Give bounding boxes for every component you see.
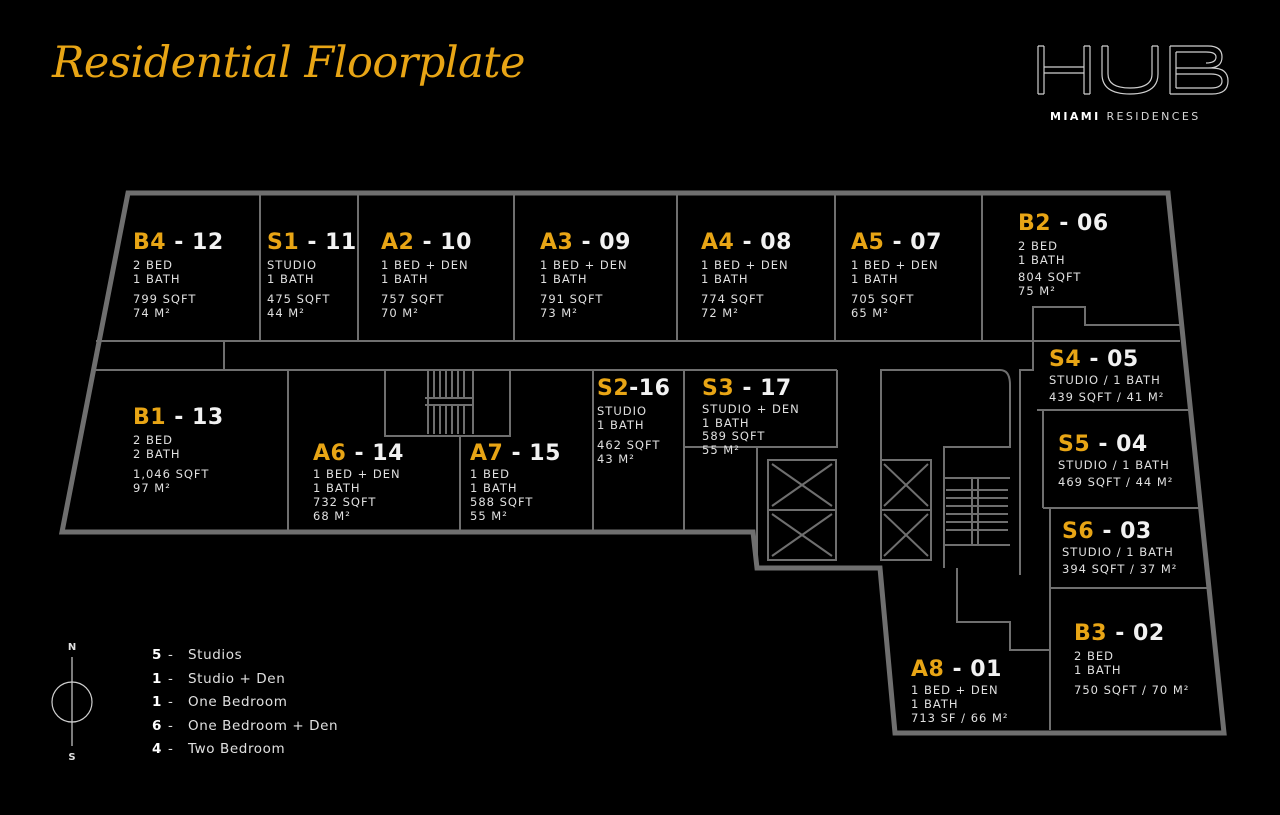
compass-south-label: S	[68, 752, 76, 763]
unit-s1-11[interactable]: S1 - 11 STUDIO 1 BATH 475 SQFT 44 M²	[267, 230, 357, 320]
compass-north-label: N	[67, 642, 77, 653]
unit-a6-14[interactable]: A6 - 14 1 BED + DEN 1 BATH 732 SQFT 68 M²	[313, 441, 404, 523]
unit-s3-17[interactable]: S3 - 17 STUDIO + DEN 1 BATH 589 SQFT 55 M²	[702, 376, 800, 457]
unit-s4-05[interactable]: S4 - 05 STUDIO / 1 BATH 439 SQFT / 41 M²	[1049, 347, 1165, 404]
legend-item: 6 - One Bedroom + Den	[152, 717, 339, 734]
unit-s5-04[interactable]: S5 - 04 STUDIO / 1 BATH 469 SQFT / 44 M²	[1058, 432, 1174, 489]
unit-a8-01[interactable]: A8 - 01 1 BED + DEN 1 BATH 713 SF / 66 M²	[911, 657, 1009, 725]
page-title: Residential Floorplate	[52, 38, 525, 88]
legend-item: 1 - One Bedroom	[152, 694, 288, 710]
unit-a7-15[interactable]: A7 - 15 1 BED 1 BATH 588 SQFT 55 M²	[470, 441, 561, 523]
legend-item: 5 - Studios	[152, 647, 243, 663]
unit-a2-10[interactable]: A2 - 10 1 BED + DEN 1 BATH 757 SQFT 70 M²	[381, 230, 472, 320]
unit-a4-08[interactable]: A4 - 08 1 BED + DEN 1 BATH 774 SQFT 72 M²	[701, 230, 792, 320]
unit-b1-13[interactable]: B1 - 13 2 BED 2 BATH 1,046 SQFT 97 M²	[133, 405, 224, 495]
brand-subtitle: MIAMI RESIDENCES	[1050, 110, 1201, 123]
unit-s6-03[interactable]: S6 - 03 STUDIO / 1 BATH 394 SQFT / 37 M²	[1062, 519, 1178, 576]
unit-a5-07[interactable]: A5 - 07 1 BED + DEN 1 BATH 705 SQFT 65 M²	[851, 230, 942, 320]
legend-item: 1 - Studio + Den	[152, 670, 286, 687]
legend-item: 4 - Two Bedroom	[152, 741, 286, 757]
compass-icon	[48, 642, 96, 766]
unit-mix-legend	[152, 647, 338, 765]
unit-a3-09[interactable]: A3 - 09 1 BED + DEN 1 BATH 791 SQFT 73 M²	[540, 230, 631, 320]
unit-b2-06[interactable]: B2 - 06 2 BED 1 BATH 804 SQFT 75 M²	[1018, 211, 1109, 298]
compass	[48, 642, 96, 766]
unit-b4-12[interactable]: B4 - 12 2 BED 1 BATH 799 SQFT 74 M²	[133, 230, 224, 320]
unit-s2-16[interactable]: S2-16 STUDIO 1 BATH 462 SQFT 43 M²	[597, 376, 671, 466]
unit-b3-02[interactable]: B3 - 02 2 BED 1 BATH 750 SQFT / 70 M²	[1074, 621, 1190, 697]
